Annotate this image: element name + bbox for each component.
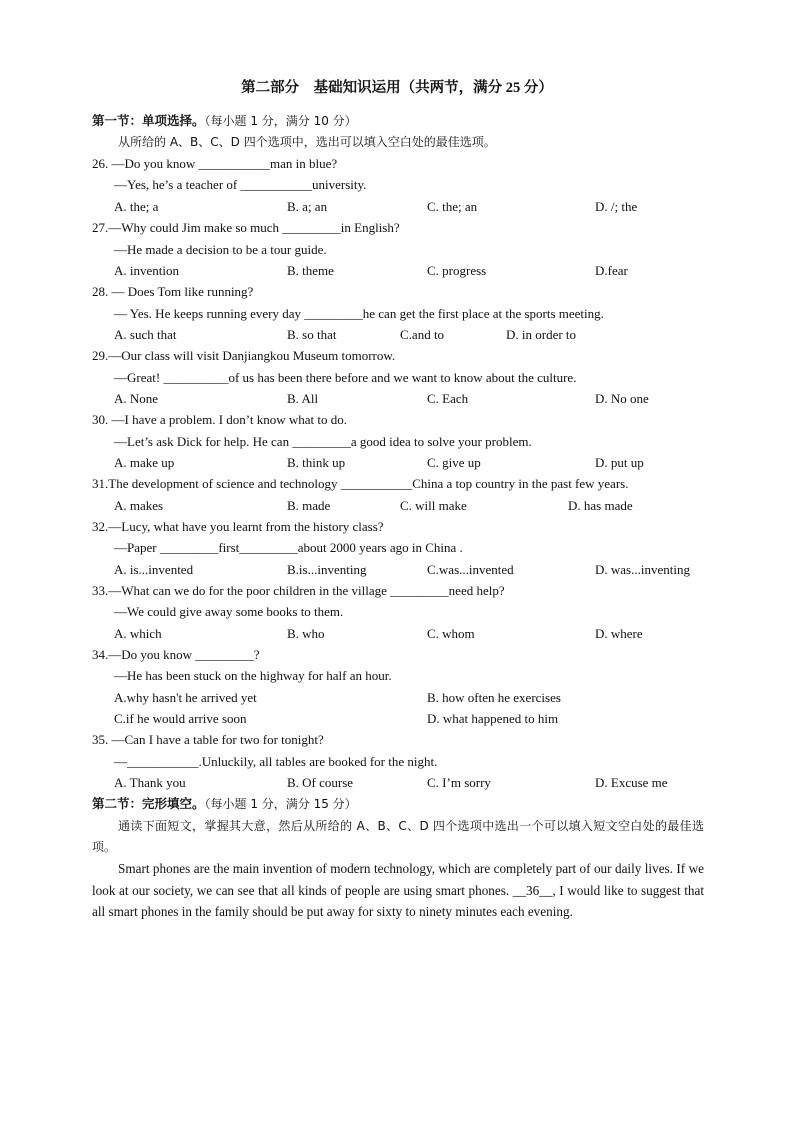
- option-c: C.was...invented: [427, 562, 514, 577]
- question-line: —Paper _________first_________about 2000 years ago in China .: [114, 540, 463, 555]
- option-d: D. has made: [568, 498, 633, 513]
- option-d: D. was...inventing: [595, 562, 690, 577]
- question-34: [92, 647, 260, 663]
- option-c: C. I’m sorry: [427, 775, 491, 790]
- section2-heading-line: [92, 796, 357, 812]
- option-b: B. theme: [287, 263, 334, 278]
- section2-heading: 第二节：完形填空。: [92, 796, 205, 811]
- question-line: —We could give away some books to them.: [114, 604, 344, 619]
- section1-heading: 第一节：单项选择。: [92, 113, 205, 128]
- option-b: B. how often he exercises: [427, 690, 561, 705]
- option-a: A. the; a: [114, 199, 159, 214]
- option-a: A. make up: [114, 455, 175, 470]
- question-number: 28.: [92, 284, 109, 299]
- question-line: —Our class will visit Danjiangkou Museum tomorrow.: [108, 348, 396, 363]
- option-c: C. the; an: [427, 199, 478, 214]
- question-line: —Lucy, what have you learnt from the history class?: [108, 519, 384, 534]
- option-b: B. a; an: [287, 199, 328, 214]
- question-line: —Why could Jim make so much _________in English?: [108, 220, 400, 235]
- question-26: [92, 156, 337, 172]
- option-a: A. None: [114, 391, 159, 406]
- option-a: A. makes: [114, 498, 164, 513]
- question-27: [92, 220, 400, 236]
- question-line: —He made a decision to be a tour guide.: [114, 242, 327, 257]
- question-line: —What can we do for the poor children in the village _________need help?: [108, 583, 505, 598]
- question-35: [92, 732, 324, 748]
- question-line: —Can I have a table for two for tonight?: [111, 732, 324, 747]
- question-number: 27.: [92, 220, 109, 235]
- option-a: A. Thank you: [114, 775, 186, 790]
- option-c: C.and to: [400, 327, 445, 342]
- option-c: C. will make: [400, 498, 467, 513]
- cloze-passage-block: [92, 858, 704, 923]
- question-33: [92, 583, 505, 599]
- option-a: A. which: [114, 626, 162, 641]
- question-number: 33.: [92, 583, 109, 598]
- question-number: 26.: [92, 156, 109, 171]
- question-number: 35.: [92, 732, 109, 747]
- question-line: —He has been stuck on the highway for half an hour.: [114, 668, 392, 683]
- option-b: B.is...inventing: [287, 562, 367, 577]
- cloze-passage: Smart phones are the main invention of modern technology, which are completely part of our daily lives. If we look at our society, we can see that all kinds of people are using smart phones. __36__, I would like to suggest that all smart phones in the family should be put away for sixty to ninety minutes each evening.: [92, 861, 704, 919]
- option-d: D. in order to: [506, 327, 577, 342]
- option-a: A. such that: [114, 327, 177, 342]
- option-d: D. Excuse me: [595, 775, 668, 790]
- question-number: 31.: [92, 476, 109, 491]
- question-line: —___________.Unluckily, all tables are booked for the night.: [114, 754, 438, 769]
- question-number: 30.: [92, 412, 109, 427]
- question-line: —Do you know _________?: [108, 647, 260, 662]
- section1-instruction: 从所给的 A、B、C、D 四个选项中，选出可以填入空白处的最佳选项。: [118, 135, 496, 149]
- option-d: D.fear: [595, 263, 628, 278]
- option-b: B. who: [287, 626, 325, 641]
- option-b: B. think up: [287, 455, 346, 470]
- option-c: C.if he would arrive soon: [114, 711, 247, 726]
- option-c: C. Each: [427, 391, 469, 406]
- question-line: The development of science and technology ___________China a top country in the past few years.: [108, 476, 629, 491]
- question-31: [92, 476, 628, 492]
- section2-note: （每小题 1 分，满分 15 分）: [204, 797, 357, 811]
- option-d: D. No one: [595, 391, 649, 406]
- option-a: A. is...invented: [114, 562, 194, 577]
- option-c: C. whom: [427, 626, 475, 641]
- option-b: B. All: [287, 391, 319, 406]
- option-b: B. Of course: [287, 775, 354, 790]
- option-b: B. made: [287, 498, 331, 513]
- question-30: [92, 412, 347, 428]
- question-line: — Yes. He keeps running every day _________he can get the first place at the sports meeting.: [114, 306, 604, 321]
- question-number: 32.: [92, 519, 109, 534]
- question-number: 29.: [92, 348, 109, 363]
- option-d: D. where: [595, 626, 643, 641]
- question-29: [92, 348, 395, 364]
- question-line: —Let’s ask Dick for help. He can _________a good idea to solve your problem.: [114, 434, 532, 449]
- option-c: C. give up: [427, 455, 481, 470]
- question-line: — Does Tom like running?: [111, 284, 254, 299]
- question-number: 34.: [92, 647, 109, 662]
- section2-instruction-block: [92, 816, 704, 858]
- part-title: 第二部分 基础知识运用（共两节，满分 25 分）: [241, 80, 553, 96]
- option-b: B. so that: [287, 327, 337, 342]
- section1-note: （每小题 1 分，满分 10 分）: [204, 114, 357, 128]
- option-a: A.why hasn't he arrived yet: [114, 690, 257, 705]
- question-32: [92, 519, 384, 535]
- question-line: —I have a problem. I don’t know what to do.: [111, 412, 348, 427]
- section2-instruction: 通读下面短文，掌握其大意，然后从所给的 A、B、C、D 四个选项中选出一个可以填入短文空白处的最佳选项。: [92, 819, 704, 854]
- option-c: C. progress: [427, 263, 487, 278]
- option-a: A. invention: [114, 263, 179, 278]
- question-line: —Do you know ___________man in blue?: [111, 156, 338, 171]
- question-28: [92, 284, 253, 300]
- question-line: —Great! __________of us has been there before and we want to know about the culture.: [114, 370, 577, 385]
- option-d: D. put up: [595, 455, 644, 470]
- question-line: —Yes, he’s a teacher of ___________university.: [114, 177, 367, 192]
- option-d: D. /; the: [595, 199, 638, 214]
- option-d: D. what happened to him: [427, 711, 559, 726]
- section1-heading-line: [92, 113, 357, 129]
